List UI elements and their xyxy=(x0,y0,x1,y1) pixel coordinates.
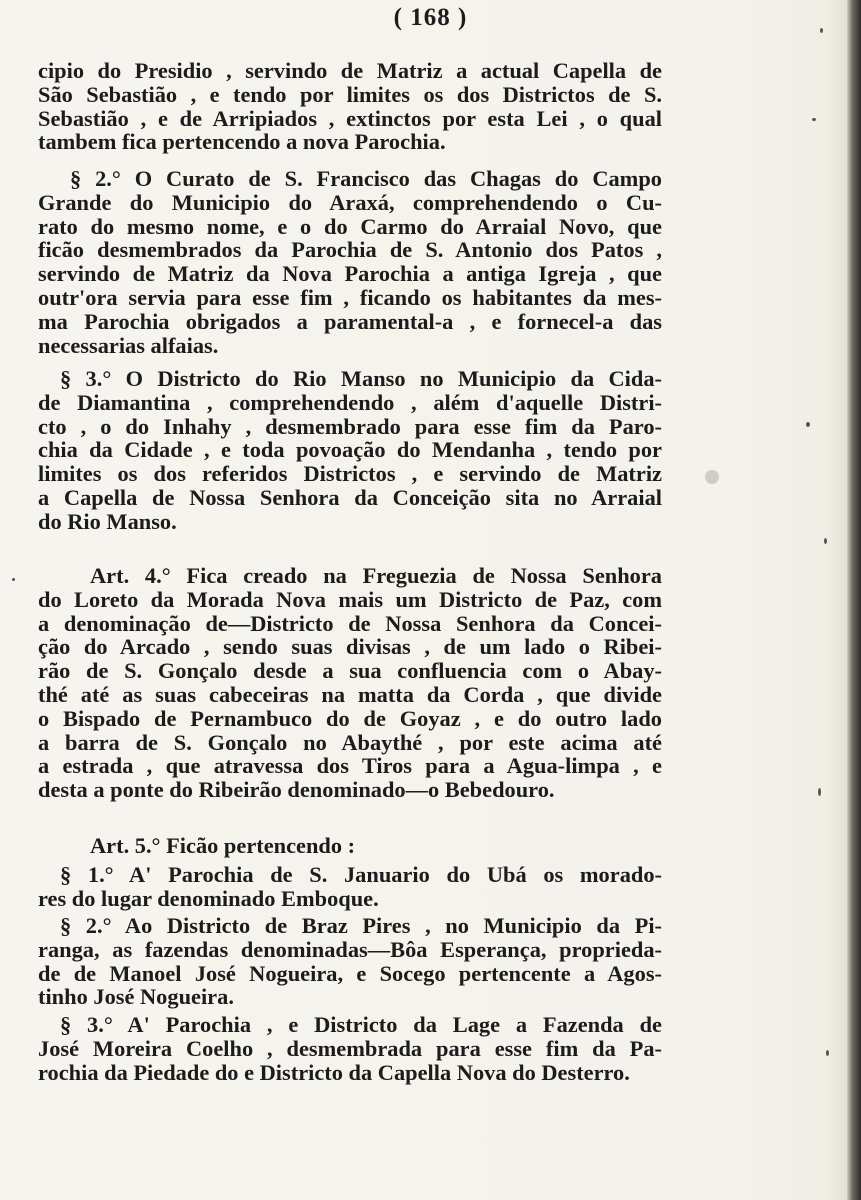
text-line: thé até as suas cabeceiras na matta da Corda , que divide xyxy=(38,681,662,707)
text-line: limites os dos referidos Districtos , e servindo de Matriz xyxy=(38,461,662,487)
text-block-article-5-section-2 xyxy=(38,914,662,1009)
text-line: ção do Arcado , sendo suas divisas , de um lado o Ribei- xyxy=(38,634,662,660)
text-block-article-4 xyxy=(38,564,662,802)
text-line: do Rio Manso. xyxy=(38,508,177,534)
text-line: do Loreto da Morada Nova mais um Districto de Paz, com xyxy=(38,586,662,612)
page-edge-shadow xyxy=(847,0,861,1200)
text-block-section-2 xyxy=(38,167,662,357)
text-line: o Bispado de Pernambuco do de Goyaz , e do outro lado xyxy=(38,705,662,731)
scan-speck xyxy=(806,422,810,427)
text-line: chia da Cidade , e toda povoação do Mendanha , tendo por xyxy=(38,437,662,463)
text-line: ma Parochia obrigados a paramental-a , e fornecel-a das xyxy=(38,308,662,334)
text-line: cipio do Presidio , servindo de Matriz a actual Capella de xyxy=(38,58,662,83)
scan-speck xyxy=(826,1050,829,1056)
text-line: tambem fica pertencendo a nova Parochia. xyxy=(38,129,446,155)
text-line: a estrada , que atravessa dos Tiros para a Agua-limpa , e xyxy=(38,753,662,779)
text-line: § 1.° A' Parochia de S. Januario do Ubá os morado- xyxy=(60,862,662,887)
text-line: ranga, as fazendas denominadas—Bôa Esperança, proprieda- xyxy=(38,936,662,962)
text-line: desta a ponte do Ribeirão denominado—o Bebedouro. xyxy=(38,777,555,803)
text-line: necessarias alfaias. xyxy=(38,332,219,358)
scan-speck xyxy=(705,470,719,484)
text-line: Art. 5.° Ficão pertencendo : xyxy=(90,833,356,858)
text-line: São Sebastião , e tendo por limites os dos Districtos de S. xyxy=(38,81,662,107)
text-block-article-5-section-3 xyxy=(38,1013,662,1084)
text-line: rato do mesmo nome, e o do Carmo do Arraial Novo, que xyxy=(38,213,662,239)
text-line: § 3.° A' Parochia , e Districto da Lage a Fazenda de xyxy=(60,1012,662,1037)
text-block-article-5-section-1 xyxy=(38,863,662,911)
text-block-section-3 xyxy=(38,367,662,534)
text-line: § 2.° O Curato de S. Francisco das Chagas do Campo xyxy=(70,166,662,191)
text-line: § 2.° Ao Districto de Braz Pires , no Municipio da Pi- xyxy=(60,913,662,938)
scan-speck xyxy=(12,578,15,581)
text-line: de Diamantina , comprehendendo , além d'aquelle Distri- xyxy=(38,389,662,415)
text-line: tinho José Nogueira. xyxy=(38,984,234,1010)
text-line: José Moreira Coelho , desmembrada para esse fim da Pa- xyxy=(38,1035,662,1061)
text-line: § 3.° O Districto do Rio Manso no Municipio da Cida- xyxy=(60,366,662,391)
scan-speck xyxy=(824,538,827,544)
text-line: Sebastião , e de Arripiados , extinctos por esta Lei , o qual xyxy=(38,105,662,131)
text-line: rochia da Piedade do e Districto da Capella Nova do Desterro. xyxy=(38,1059,630,1085)
page-number: ( 168 ) xyxy=(393,4,468,31)
text-line: servindo de Matriz da Nova Parochia a antiga Igreja , que xyxy=(38,261,662,287)
text-block-article-5 xyxy=(38,834,662,858)
text-line: a barra de S. Gonçalo no Abaythé , por este acima até xyxy=(38,729,662,755)
text-line: cto , o do Inhahy , desmembrado para esse fim da Paro- xyxy=(38,413,662,439)
text-line: outr'ora servia para esse fim , ficando os habitantes da mes- xyxy=(38,284,662,310)
text-line: de de Manoel José Nogueira, e Socego pertencente a Agos- xyxy=(38,960,662,986)
text-block-continuation xyxy=(38,59,662,154)
text-line: a denominação de—Districto de Nossa Senhora da Concei- xyxy=(38,610,662,636)
text-line: Grande do Municipio do Araxá, comprehendendo o Cu- xyxy=(38,189,662,215)
scan-speck xyxy=(818,788,821,796)
scan-speck xyxy=(812,118,816,121)
text-line: a Capella de Nossa Senhora da Conceição sita no Arraial xyxy=(38,484,662,510)
text-line: Art. 4.° Fica creado na Freguezia de Nossa Senhora xyxy=(90,563,662,588)
text-line: ficão desmembrados da Parochia de S. Antonio dos Patos , xyxy=(38,237,662,263)
text-line: res do lugar denominado Emboque. xyxy=(38,885,379,911)
text-line: rão de S. Gonçalo desde a sua confluencia com o Abay- xyxy=(38,658,662,684)
